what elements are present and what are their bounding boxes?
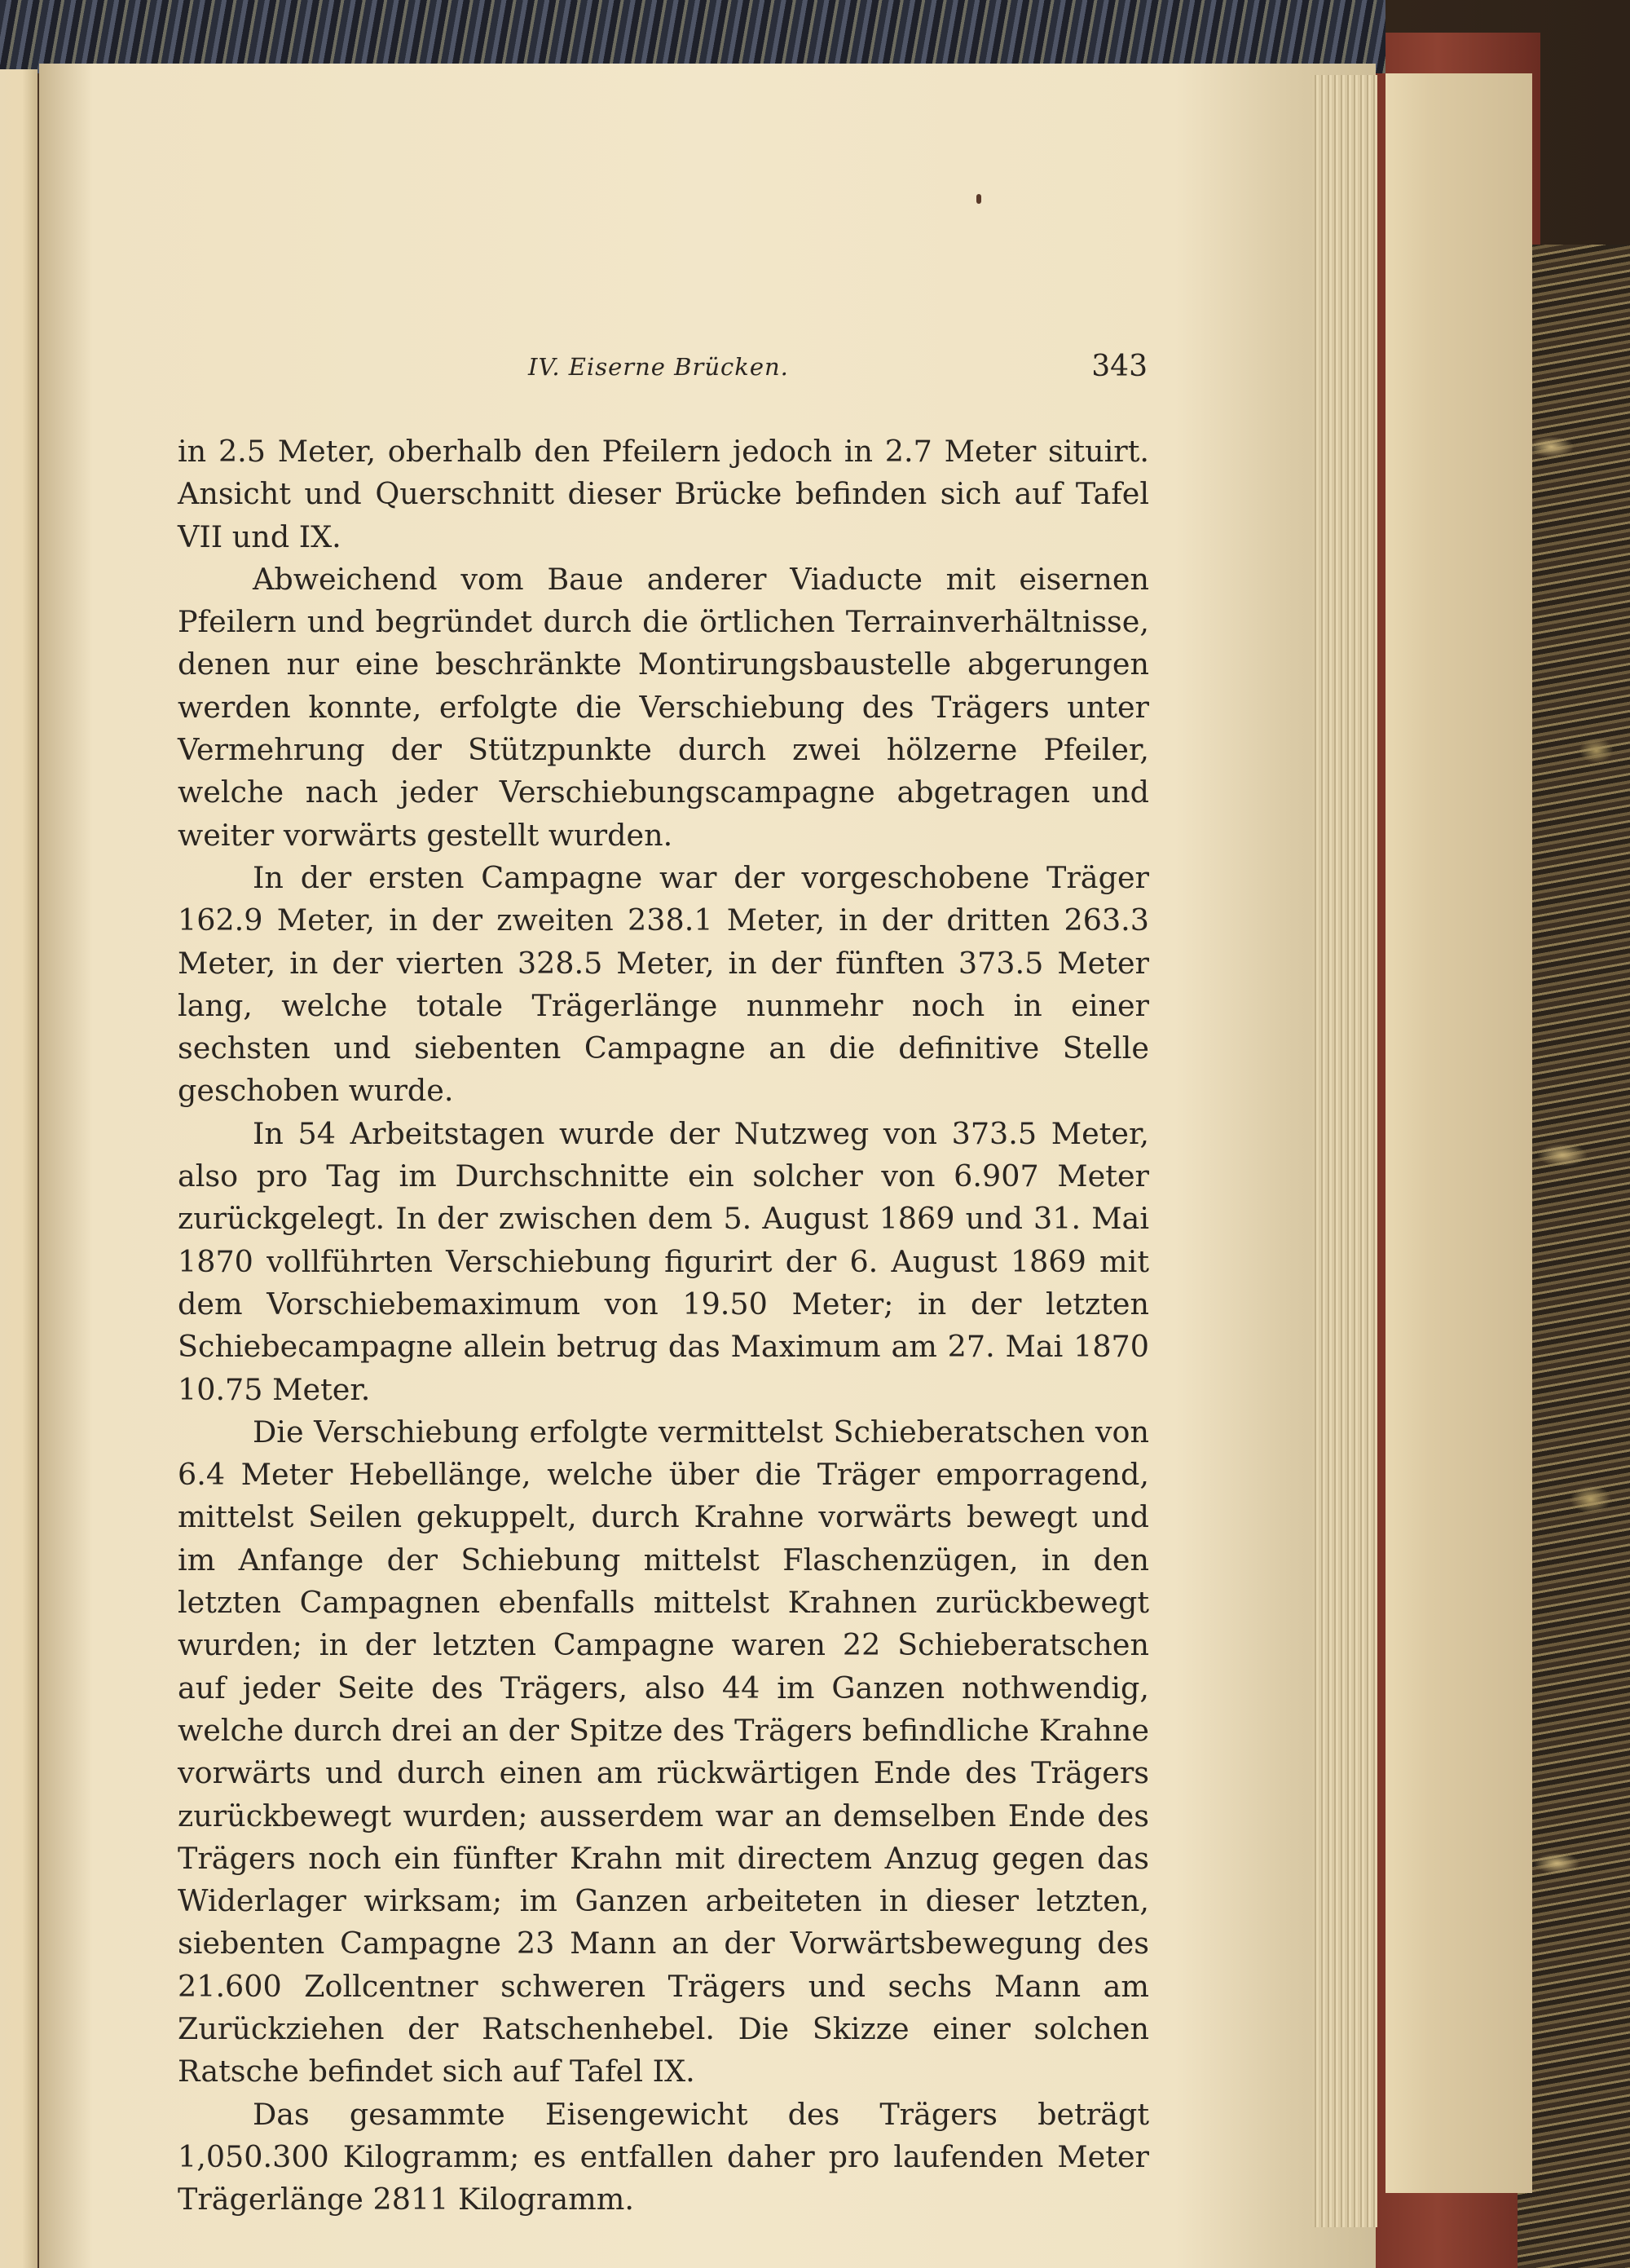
- paragraph: In der ersten Campagne war der vorgeschobene Träger 162.9 Meter, in der zweiten 238.1 Meter, in der dritten 263.3 Meter, in der vierten 328.5 Meter, in der fünften 373.5 Meter lang, welche totale Trägerlänge nunmehr noch in einer sechsten und siebenten Campagne an die definitive Stelle geschoben wurde.: [178, 859, 1149, 1109]
- top-binding-strip: [0, 0, 1386, 73]
- paragraph: in 2.5 Meter, oberhalb den Pfeilern jedoch in 2.7 Meter situirt. Ansicht und Querschnitt dieser Brücke befinden sich auf Tafel VII und IX.: [178, 434, 1149, 554]
- page-block-edge: [1386, 73, 1532, 2193]
- page-number: 343: [1091, 350, 1148, 383]
- left-page-edge: [0, 69, 37, 2268]
- paragraph: Die Verschiebung erfolgte vermittelst Schieberatschen von 6.4 Meter Hebellänge, welche über die Träger emporragend, mittelst Seilen gekuppelt, durch Krahne vorwärts bewegt und im Anfange der Schiebung mittelst Flaschenzügen, in den letzten Campagnen ebenfalls mittelst Krahnen zurückbewegt wurden; in der letzten Campagne waren 22 Schieberatschen auf jeder Seite des Trägers, also 44 im Ganzen nothwendig, welche durch drei an der Spitze des Trägers befindliche Krahne vorwärts und durch einen am rückwärtigen Ende des Trägers zurückbewegt wurden; ausserdem war an demselben Ende des Trägers noch ein fünfter Krahn mit directem Anzug gegen das Widerlager wirksam; im Ganzen arbeiteten in dieser letzten, siebenten Campagne 23 Mann an der Vorwärtsbewegung des 21.600 Zollcentner schweren Trägers und sechs Mann am Zurückziehen der Ratschenhebel. Die Skizze einer solchen Ratsche befindet sich auf Tafel IX.: [178, 1414, 1149, 2089]
- page-body: [178, 430, 1149, 2221]
- paragraph: Das gesammte Eisengewicht des Trägers beträgt 1,050.300 Kilogramm; es entfallen daher pro laufenden Meter Trägerlänge 2811 Kilogramm.: [178, 2096, 1149, 2217]
- stacked-page-edges: [1312, 75, 1377, 2227]
- book-page: [39, 64, 1376, 2268]
- running-head-title: IV. Eiserne Brücken.: [528, 353, 789, 381]
- ink-speck: [976, 194, 981, 204]
- paragraph: Abweichend vom Baue anderer Viaducte mit eisernen Pfeilern und begründet durch die örtlichen Terrainverhältnisse, denen nur eine beschränkte Montirungsbaustelle abgerungen werden konnte, erfolgte die Verschiebung des Trägers unter Vermehrung der Stützpunkte durch zwei hölzerne Pfeiler, welche nach jeder Verschiebungscampagne abgetragen und weiter vorwärts gestellt wurden.: [178, 561, 1149, 853]
- paragraph: In 54 Arbeitstagen wurde der Nutzweg von 373.5 Meter, also pro Tag im Durchschnitte ein solcher von 6.907 Meter zurückgelegt. In der zwischen dem 5. August 1869 und 31. Mai 1870 vollführten Verschiebung figurirt der 6. August 1869 mit dem Vorschiebemaximum von 19.50 Meter; in der letzten Schiebecampagne allein betrug das Maximum am 27. Mai 1870 10.75 Meter.: [178, 1115, 1149, 1407]
- marbled-edge: [1518, 245, 1630, 2268]
- running-head: [528, 350, 1148, 394]
